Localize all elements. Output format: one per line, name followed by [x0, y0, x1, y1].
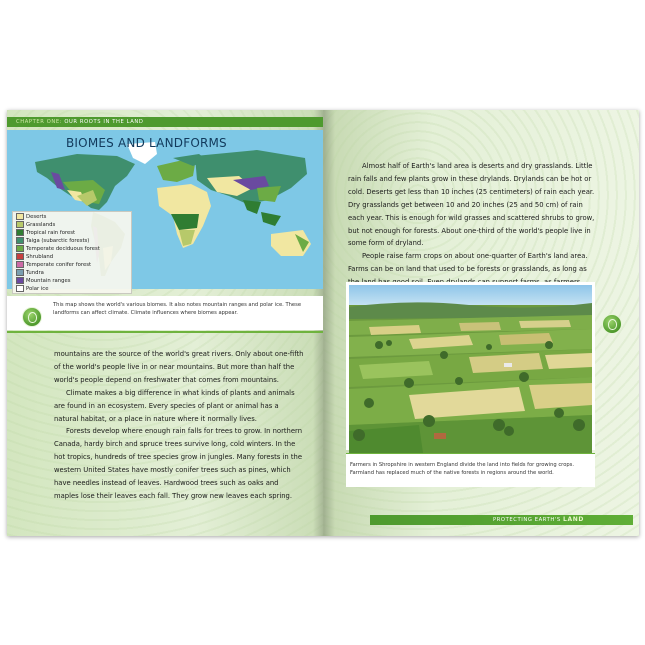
footer-bold: LAND — [563, 516, 584, 523]
chapter-title: OUR ROOTS IN THE LAND — [64, 119, 144, 125]
legend-item-temperate-deciduous-forest — [16, 245, 100, 252]
legend-label: Grasslands — [26, 221, 56, 228]
farmland-photo — [349, 285, 592, 453]
legend-swatch — [16, 277, 24, 284]
leaf-bullet-icon — [602, 314, 622, 334]
legend-swatch — [16, 269, 24, 276]
legend-swatch — [16, 237, 24, 244]
map-title: BIOMES AND LANDFORMS — [66, 136, 227, 150]
photo-caption: Farmers in Shropshire in western England divide the land into fields for growing crops. Farmland has replaced much of the native forests in regions around the world. — [350, 462, 575, 477]
legend-label: Taiga (subarctic forests) — [26, 237, 90, 244]
chapter-label: CHAPTER ONE: — [16, 119, 63, 125]
legend-item-grasslands — [16, 221, 55, 228]
legend-label: Polar ice — [26, 285, 49, 292]
paragraph: People raise farm crops on about one-quarter of Earth's land area. Farms can be on land that used to be forests or grasslands, as long as — [348, 252, 588, 274]
caption-divider — [7, 331, 323, 333]
paragraph: Almost half of Earth's land area is deserts and dry grasslands. Little rain falls and few plants grow in these drylands. Drylands can be hot or cold. Deserts get less than 10 inches (25 centimeters) of rain each year. Dry grasslands get between 10 and 20 inches (25 and 50 cm) of rain each year. This is enough for wild grasses and scattered shrubs to grow, but not enough for forests. About one-third of the world's people live in some form of dryland. — [348, 162, 595, 248]
legend-item-taiga — [16, 237, 89, 244]
footer-prefix: PROTECTING EARTH'S — [493, 517, 561, 523]
legend-label: Tropical rain forest — [26, 229, 76, 236]
legend-label: Temperate deciduous forest — [26, 245, 100, 252]
legend-swatch — [16, 285, 24, 292]
legend-swatch — [16, 221, 24, 228]
chapter-heading — [16, 119, 143, 125]
legend-swatch — [16, 229, 24, 236]
legend-label: Tundra — [26, 269, 44, 276]
right-body-text — [348, 160, 600, 302]
footer-title — [493, 516, 584, 523]
legend-label: Deserts — [26, 213, 47, 220]
legend-item-temperate-conifer-forest — [16, 261, 91, 268]
legend-item-tropical-rain-forest — [16, 229, 75, 236]
paragraph: mountains are the source of the world's great rivers. Only about one-fifth of the world's people live in or near mountains. But more than half the world's people depend on freshwater that comes from mountains. — [54, 350, 304, 384]
left-body-text — [54, 348, 304, 503]
paragraph: Climate makes a big difference in what kinds of plants and animals are found in an ecosystem. Every species of plant or animal has a natural habitat, or a place in nature where it normally lives. — [54, 388, 295, 423]
legend-swatch — [16, 245, 24, 252]
legend-label: Shrubland — [26, 253, 54, 260]
legend-swatch — [16, 213, 24, 220]
legend-item-polar-ice — [16, 285, 48, 292]
legend-label: Mountain ranges — [26, 277, 71, 284]
legend-swatch — [16, 261, 24, 268]
legend-item-mountain-ranges — [16, 277, 71, 284]
legend-item-shrubland — [16, 253, 53, 260]
legend-item-deserts — [16, 213, 46, 220]
legend-label: Temperate conifer forest — [26, 261, 92, 268]
legend-item-tundra — [16, 269, 44, 276]
paragraph: Forests develop where enough rain falls for trees to grow. In northern Canada, hardy birch and spruce trees survive long, cold winters. In the hot tropics, hundreds of tree species grow in jungles. Many forests in the western United States have mostly conifer trees such as pines, which have needles instead of leaves. Hardwood trees such as oaks and maples lose their leaves each fall. They grow new leaves each spring. — [54, 427, 303, 500]
leaf-bullet-icon — [22, 307, 42, 327]
map-legend — [12, 211, 132, 294]
map-caption: This map shows the world's various biomes. It also notes mountain ranges and polar ice. These landforms can affect climate. Climate influences where biomes appear. — [53, 302, 302, 316]
legend-swatch — [16, 253, 24, 260]
